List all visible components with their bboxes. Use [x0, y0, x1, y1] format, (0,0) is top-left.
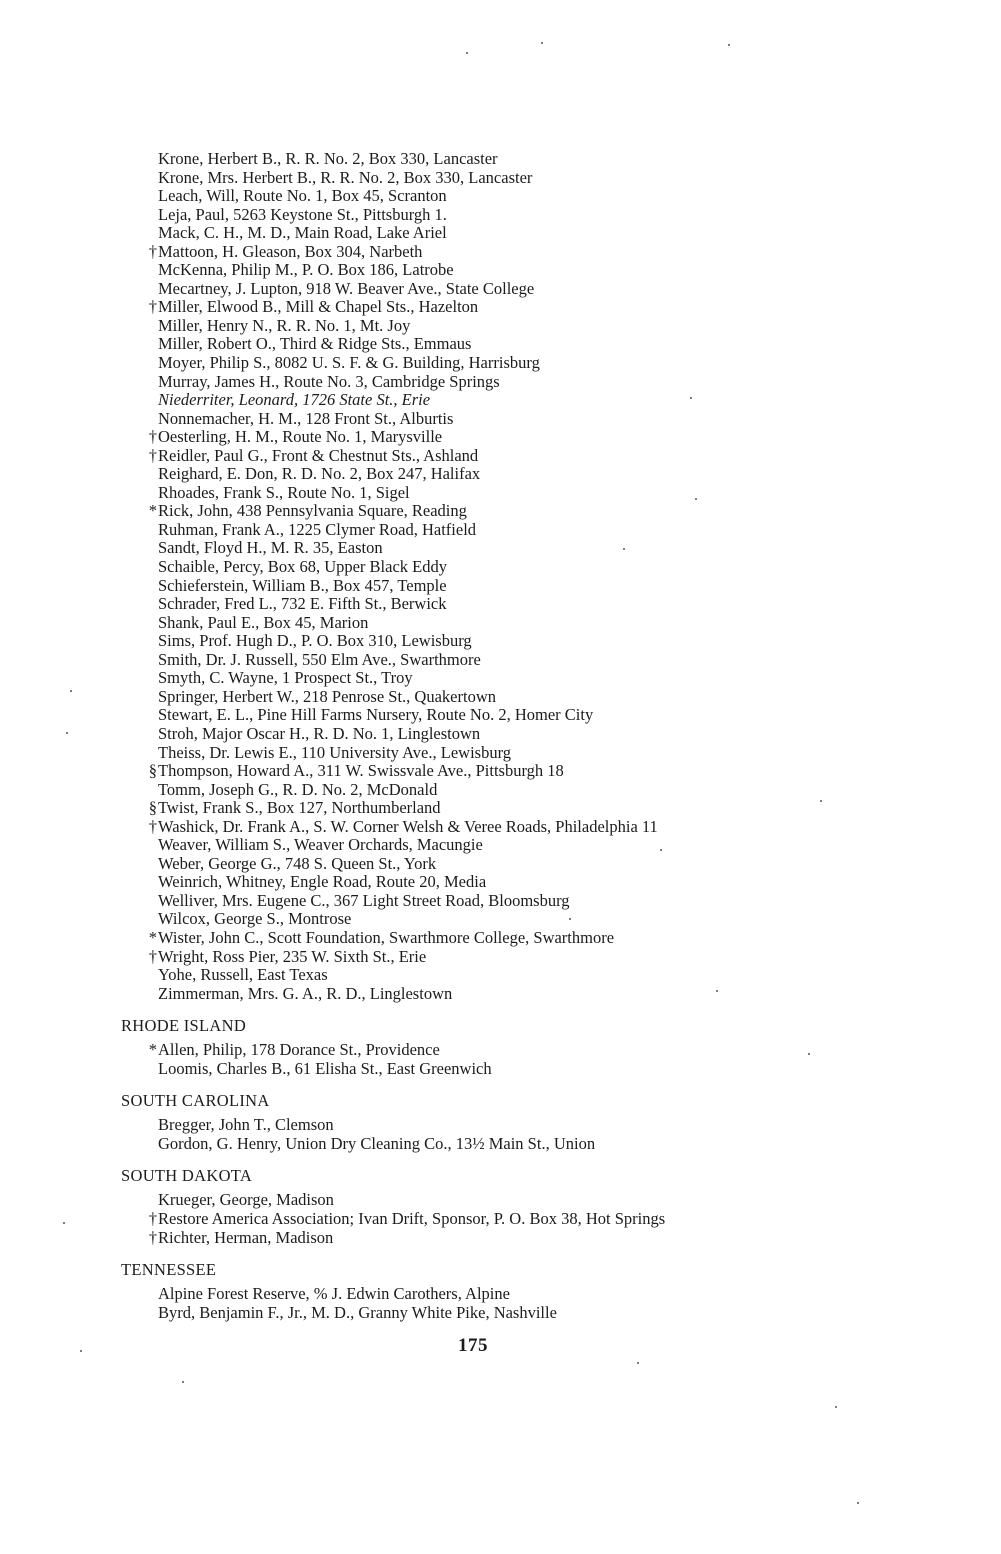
scan-speck [716, 990, 718, 992]
entry-text: Stewart, E. L., Pine Hill Farms Nursery, Route No. 2, Homer City [158, 705, 594, 725]
entry-text: Krone, Herbert B., R. R. No. 2, Box 330, Lancaster [158, 149, 498, 168]
entry-text: Oesterling, H. M., Route No. 1, Marysville [158, 427, 443, 447]
directory-entry [146, 391, 658, 410]
entry-text: Washick, Dr. Frank A., S. W. Corner Welsh & Veree Roads, Philadelphia 11 [158, 816, 658, 836]
scan-speck [728, 44, 730, 46]
entry-text: Mecartney, J. Lupton, 918 W. Beaver Ave., State College [158, 278, 535, 298]
entry-text: Stroh, Major Oscar H., R. D. No. 1, Linglestown [158, 723, 481, 743]
entry-mark: † [148, 1228, 157, 1247]
entry-text: Krone, Mrs. Herbert B., R. R. No. 2, Box 330, Lancaster [158, 167, 533, 187]
entry-text: Sandt, Floyd H., M. R. 35, Easton [158, 538, 383, 558]
directory-entry [146, 651, 658, 670]
entry-text: Moyer, Philip S., 8082 U. S. F. & G. Building, Harrisburg [158, 353, 540, 373]
entry-text: Murray, James H., Route No. 3, Cambridge Springs [158, 371, 500, 391]
directory-entry [146, 1303, 557, 1322]
scan-speck [808, 1053, 810, 1055]
scan-speck [569, 918, 571, 920]
entry-mark: § [148, 798, 157, 818]
scan-speck [63, 1222, 65, 1224]
directory-entry [146, 781, 658, 800]
entry-text: Weaver, William S., Weaver Orchards, Macungie [158, 835, 483, 855]
directory-entry [146, 1284, 557, 1303]
pennsylvania-continued-list [146, 150, 658, 1003]
entry-text: Miller, Henry N., R. R. No. 1, Mt. Joy [158, 315, 411, 335]
directory-entry [146, 948, 658, 967]
directory-entry [146, 762, 658, 781]
directory-entry [146, 985, 658, 1004]
entry-text: Reidler, Paul G., Front & Chestnut Sts., Ashland [158, 445, 479, 465]
entry-text: Zimmerman, Mrs. G. A., R. D., Linglestown [158, 983, 453, 1003]
entry-text: Leja, Paul, 5263 Keystone St., Pittsburgh 1. [158, 204, 447, 224]
entry-text: Nonnemacher, H. M., 128 Front St., Alburtis [158, 408, 454, 428]
scan-speck [820, 800, 822, 802]
directory-entry [146, 521, 658, 540]
scan-speck [80, 1350, 82, 1352]
entry-text: Bregger, John T., Clemson [158, 1115, 334, 1134]
directory-entry [146, 929, 658, 948]
entry-text: Weber, George G., 748 S. Queen St., York [158, 853, 437, 873]
entry-text: Theiss, Dr. Lewis E., 110 University Ave., Lewisburg [158, 742, 512, 762]
section-heading-tennessee: TENNESSEE [121, 1260, 217, 1279]
directory-entry [146, 1209, 665, 1228]
directory-entry [146, 595, 658, 614]
directory-entry [146, 669, 658, 688]
scan-speck [70, 690, 72, 692]
entry-mark: † [148, 241, 157, 261]
entry-text: Leach, Will, Route No. 1, Box 45, Scranton [158, 186, 447, 206]
entry-text: Schieferstein, William B., Box 457, Temple [158, 575, 447, 595]
directory-entry [146, 577, 658, 596]
directory-entry [146, 873, 658, 892]
directory-entry [146, 688, 658, 707]
directory-entry [146, 966, 658, 985]
scan-speck [857, 1502, 859, 1504]
entry-text: Smyth, C. Wayne, 1 Prospect St., Troy [158, 668, 413, 688]
entry-text: Wright, Ross Pier, 235 W. Sixth St., Erie [158, 946, 427, 966]
directory-entry [146, 169, 658, 188]
directory-entry [146, 465, 658, 484]
entry-text: Wilcox, George S., Montrose [158, 909, 352, 929]
directory-entry [146, 354, 658, 373]
entry-text: Springer, Herbert W., 218 Penrose St., Quakertown [158, 686, 496, 706]
directory-entry [146, 706, 658, 725]
directory-entry [146, 744, 658, 763]
directory-entry [146, 799, 658, 818]
directory-entry [146, 373, 658, 392]
entry-text: Reighard, E. Don, R. D. No. 2, Box 247, Halifax [158, 464, 481, 484]
entry-text: Miller, Elwood B., Mill & Chapel Sts., Hazelton [158, 297, 479, 317]
scan-speck [637, 1362, 639, 1364]
directory-entry [146, 280, 658, 299]
scan-speck [835, 1406, 837, 1408]
entry-text: Yohe, Russell, East Texas [158, 965, 328, 985]
directory-entry [146, 410, 658, 429]
entry-text: Gordon, G. Henry, Union Dry Cleaning Co., 13½ Main St., Union [158, 1134, 596, 1153]
entry-text: Loomis, Charles B., 61 Elisha St., East Greenwich [158, 1059, 492, 1078]
directory-entry [146, 428, 658, 447]
directory-entry [146, 855, 658, 874]
entry-text: Krueger, George, Madison [158, 1190, 334, 1209]
directory-entry [146, 910, 658, 929]
scan-speck [695, 498, 697, 500]
entry-mark: † [148, 445, 157, 465]
section-list-south-carolina [146, 1115, 595, 1153]
directory-entry [146, 502, 658, 521]
section-list-tennessee [146, 1284, 557, 1322]
entry-text: Mattoon, H. Gleason, Box 304, Narbeth [158, 241, 423, 261]
entry-mark: † [148, 427, 157, 447]
directory-entry [146, 892, 658, 911]
entry-text: Tomm, Joseph G., R. D. No. 2, McDonald [158, 779, 438, 799]
directory-entry [146, 632, 658, 651]
entry-text: Richter, Herman, Madison [158, 1228, 334, 1247]
entry-text: Wister, John C., Scott Foundation, Swarthmore College, Swarthmore [158, 927, 615, 947]
entry-text: Alpine Forest Reserve, % J. Edwin Carothers, Alpine [158, 1284, 510, 1303]
directory-entry [146, 1190, 665, 1209]
directory-entry [146, 1228, 665, 1247]
directory-entry [146, 1040, 492, 1059]
page-number: 175 [458, 1335, 488, 1356]
section-list-rhode-island [146, 1040, 492, 1078]
directory-entry [146, 261, 658, 280]
scan-speck [690, 397, 692, 399]
directory-entry [146, 818, 658, 837]
directory-entry [146, 725, 658, 744]
entry-text: Allen, Philip, 178 Dorance St., Providence [158, 1040, 440, 1059]
entry-text: Rhoades, Frank S., Route No. 1, Sigel [158, 482, 410, 502]
section-heading-rhode-island: RHODE ISLAND [121, 1016, 247, 1035]
entry-text: Weinrich, Whitney, Engle Road, Route 20, Media [158, 872, 487, 892]
directory-entry [146, 1059, 492, 1078]
entry-mark: * [148, 927, 157, 947]
section-heading-south-dakota: SOUTH DAKOTA [121, 1166, 253, 1185]
section-list-south-dakota [146, 1190, 665, 1247]
entry-text: Byrd, Benjamin F., Jr., M. D., Granny White Pike, Nashville [158, 1303, 557, 1322]
directory-entry [146, 335, 658, 354]
entry-mark: † [148, 816, 157, 836]
directory-entry [146, 187, 658, 206]
entry-text: Schaible, Percy, Box 68, Upper Black Eddy [158, 557, 447, 577]
directory-entry [146, 317, 658, 336]
entry-text: Niederriter, Leonard, 1726 State St., Erie [158, 390, 431, 410]
directory-entry [146, 1115, 595, 1134]
entry-text: Ruhman, Frank A., 1225 Clymer Road, Hatfield [158, 519, 477, 539]
entry-text: Twist, Frank S., Box 127, Northumberland [158, 798, 441, 818]
directory-entry [146, 447, 658, 466]
section-heading-south-carolina: SOUTH CAROLINA [121, 1091, 270, 1110]
entry-text: Restore America Association; Ivan Drift, Sponsor, P. O. Box 38, Hot Springs [158, 1209, 666, 1228]
scan-speck [66, 732, 68, 734]
entry-text: Welliver, Mrs. Eugene C., 367 Light Street Road, Bloomsburg [158, 890, 570, 910]
scan-speck [466, 52, 468, 54]
directory-entry [146, 150, 658, 169]
entry-text: Shank, Paul E., Box 45, Marion [158, 612, 369, 632]
scan-speck [541, 42, 543, 44]
entry-text: Thompson, Howard A., 311 W. Swissvale Ave., Pittsburgh 18 [158, 761, 564, 781]
directory-entry [146, 614, 658, 633]
directory-entry [146, 558, 658, 577]
directory-entry [146, 539, 658, 558]
entry-mark: § [148, 761, 157, 781]
entry-text: Rick, John, 438 Pennsylvania Square, Reading [158, 501, 467, 521]
directory-entry [146, 298, 658, 317]
directory-entry [146, 224, 658, 243]
entry-text: Sims, Prof. Hugh D., P. O. Box 310, Lewisburg [158, 631, 472, 651]
directory-entry [146, 484, 658, 503]
directory-entry [146, 1134, 595, 1153]
scan-speck [660, 849, 662, 851]
entry-text: McKenna, Philip M., P. O. Box 186, Latrobe [158, 260, 454, 280]
entry-mark: † [148, 1209, 157, 1228]
scan-speck [623, 548, 625, 550]
directory-entry [146, 243, 658, 262]
entry-mark: * [148, 501, 157, 521]
entry-text: Schrader, Fred L., 732 E. Fifth St., Berwick [158, 594, 447, 614]
entry-mark: * [148, 1040, 157, 1059]
directory-entry [146, 206, 658, 225]
entry-text: Mack, C. H., M. D., Main Road, Lake Ariel [158, 223, 447, 243]
scan-speck [182, 1381, 184, 1383]
entry-text: Miller, Robert O., Third & Ridge Sts., Emmaus [158, 334, 472, 354]
directory-entry [146, 836, 658, 855]
entry-mark: † [148, 946, 157, 966]
entry-text: Smith, Dr. J. Russell, 550 Elm Ave., Swarthmore [158, 649, 481, 669]
entry-mark: † [148, 297, 157, 317]
